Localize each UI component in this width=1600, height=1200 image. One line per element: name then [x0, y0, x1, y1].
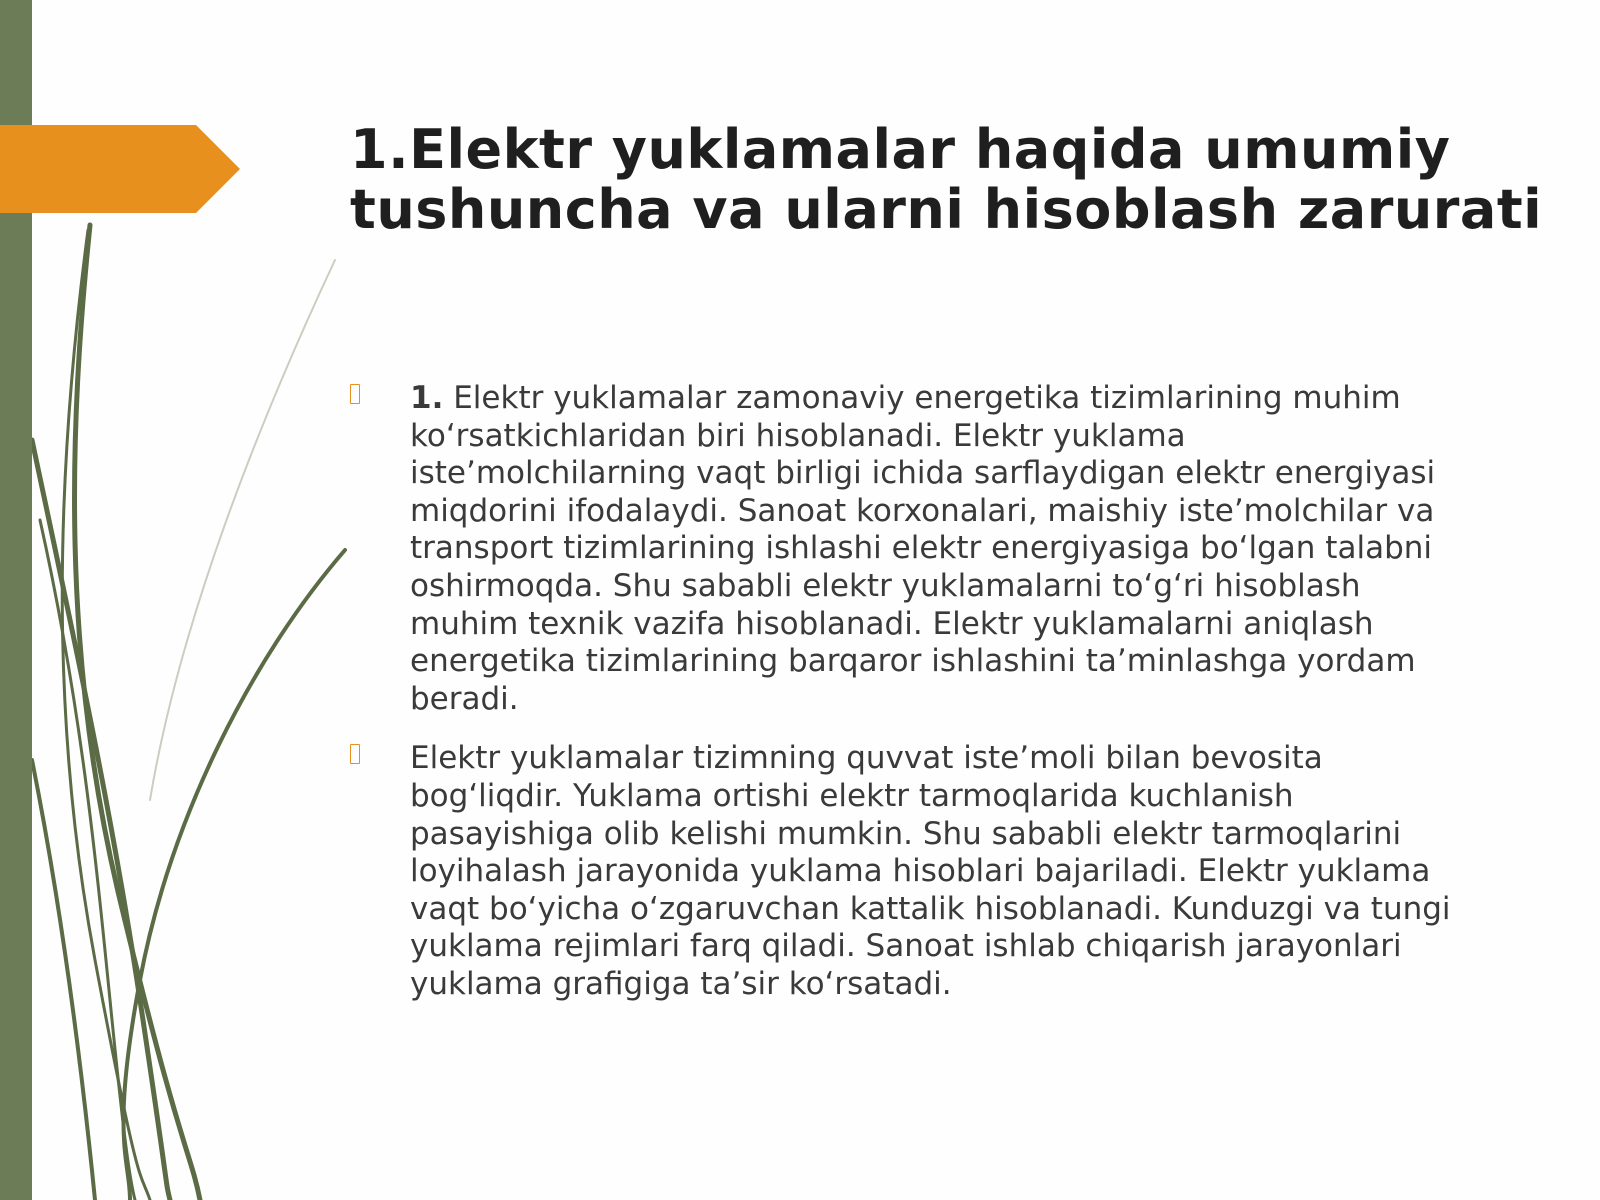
arrow-tab-icon [0, 125, 240, 213]
bullet-number: 1. [410, 380, 444, 416]
bullet-item [350, 380, 1470, 718]
bullet-text [410, 740, 1470, 1003]
bullet-body: Elektr yuklamalar zamonaviy energetika tizimlarining muhim ko‘rsatkichlaridan biri hisoblanadi. Elektr yuklama iste’molchilarning vaqt birligi ichida sarflaydigan elektr energiyasi miqdorini ifodalaydi. Sanoat korxonalari, maishiy iste’molchilar va transport tizimlarining ishlashi elektr energiyasiga bo‘lgan talabni oshirmoqda. Shu sababli elektr yuklamalarni to‘g‘ri hisoblash muhim texnik vazifa hisoblanadi. Elektr yuklamalarni aniqlash energetika tizimlarining barqaror ishlashini ta’minlashga yordam beradi. [410, 380, 1436, 717]
bullet-body: Elektr yuklamalar tizimning quvvat iste’moli bilan bevosita bog‘liqdir. Yuklama ortishi elektr tarmoqlarida kuchlanish pasayishiga olib kelishi mumkin. Shu sababli elektr tarmoqlarini loyihalash jarayonida yuklama hisoblari bajariladi. Elektr yuklama vaqt bo‘yicha o‘zgaruvchan kattalik hisoblanadi. Kunduzgi va tungi yuklama rejimlari farq qiladi. Sanoat ishlab chiqarish jarayonlari yuklama grafigiga ta’sir ko‘rsatadi. [410, 740, 1451, 1002]
bullet-text [410, 380, 1470, 718]
bullet-item [350, 740, 1470, 1003]
slide-content [350, 380, 1470, 1026]
slide-title: 1.Elektr yuklamalar haqida umumiy tushuncha va ularni hisoblash zarurati [350, 118, 1543, 241]
square-bullet-icon [350, 744, 360, 764]
square-bullet-icon [350, 384, 360, 404]
